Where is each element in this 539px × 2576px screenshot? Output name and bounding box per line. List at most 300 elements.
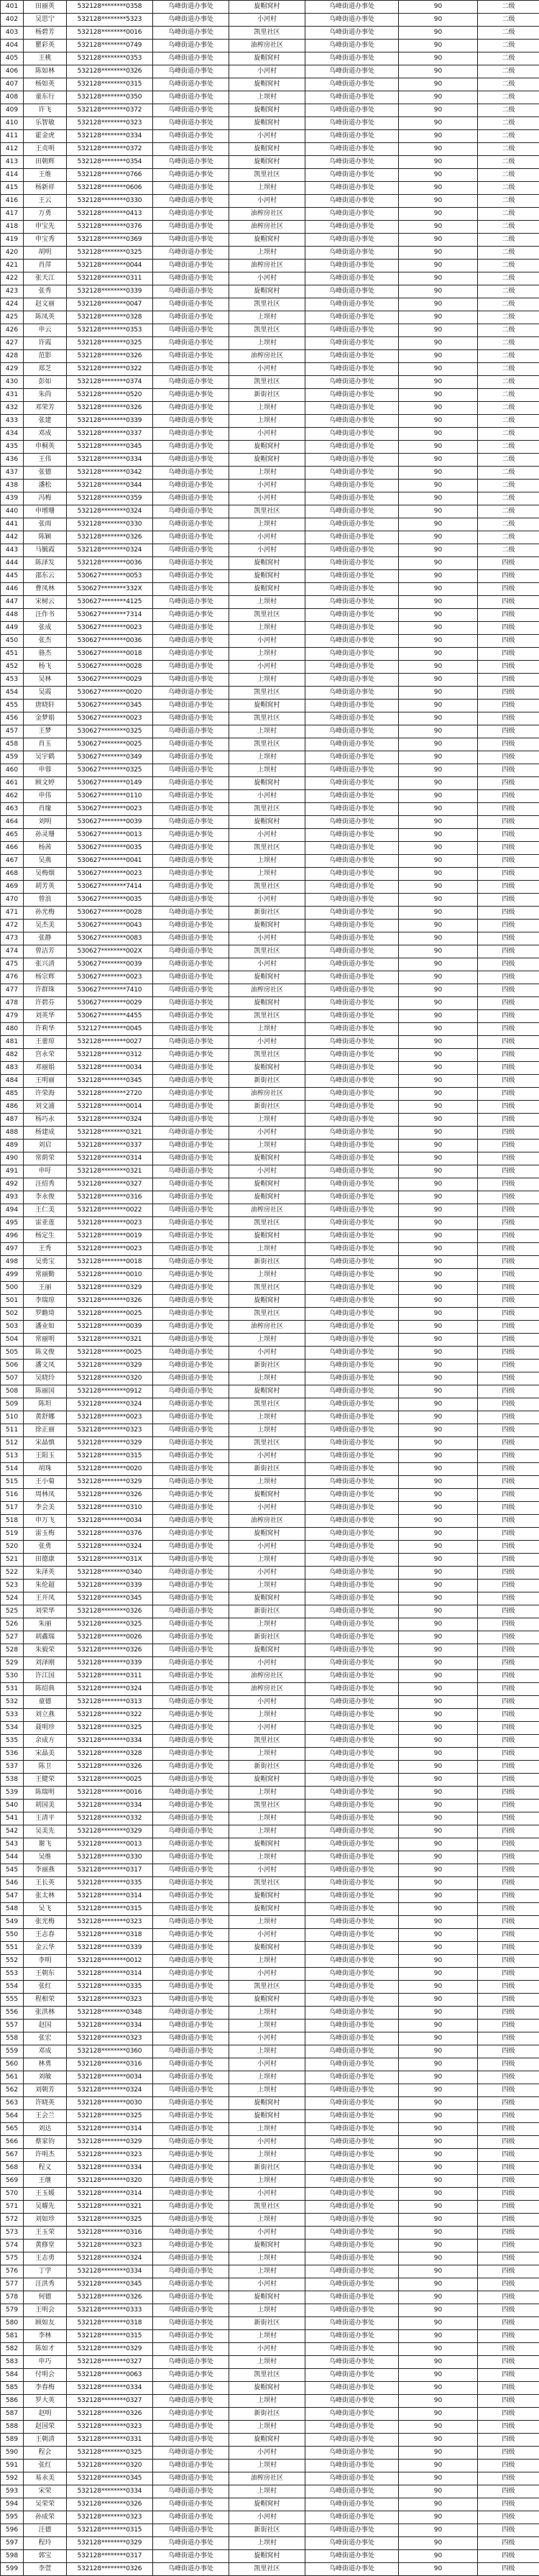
issuing-office: 乌峰街道办事处 <box>305 2058 399 2071</box>
community-name: 上坝村 <box>229 2175 305 2188</box>
table-row <box>1 1515 539 1528</box>
person-name: 王开凤 <box>24 1592 67 1605</box>
community-name: 上坝村 <box>229 1023 305 1036</box>
community-name: 小河村 <box>229 2447 305 2460</box>
issuing-office: 乌峰街道办事处 <box>305 790 399 803</box>
row-index: 586 <box>1 2395 24 2408</box>
issuing-office: 乌峰街道办事处 <box>305 971 399 984</box>
issuing-office: 乌峰街道办事处 <box>305 1 399 14</box>
id-number: 532128********5323 <box>67 14 153 27</box>
table-row <box>1 1282 539 1295</box>
table-row <box>1 1321 539 1334</box>
table-row <box>1 777 539 790</box>
community-name: 旋帽窝村 <box>229 1528 305 1541</box>
issuing-office: 乌峰街道办事处 <box>305 1631 399 1644</box>
row-index: 460 <box>1 764 24 777</box>
office-name: 乌峰街道办事处 <box>153 661 229 674</box>
person-name: 朱丽 <box>24 1618 67 1631</box>
issuing-office: 乌峰街道办事处 <box>305 195 399 208</box>
disability-grade: 四级 <box>478 1424 539 1437</box>
community-name: 上坝村 <box>229 2330 305 2343</box>
table-row <box>1 1916 539 1929</box>
row-index: 451 <box>1 648 24 661</box>
id-number: 530627********0043 <box>67 920 153 932</box>
disability-grade: 二级 <box>478 65 539 78</box>
row-index: 514 <box>1 1463 24 1476</box>
office-name: 乌峰街道办事处 <box>153 1528 229 1541</box>
amount: 90 <box>399 1321 478 1334</box>
issuing-office: 乌峰街道办事处 <box>305 1864 399 1877</box>
community-name: 凯里社区 <box>229 1010 305 1023</box>
person-name: 杨定生 <box>24 1230 67 1243</box>
issuing-office: 乌峰街道办事处 <box>305 1360 399 1372</box>
table-row <box>1 1360 539 1372</box>
community-name: 油榨房社区 <box>229 221 305 234</box>
table-row <box>1 1774 539 1787</box>
office-name: 乌峰街道办事处 <box>153 1152 229 1165</box>
table-row <box>1 661 539 674</box>
community-name: 凯里社区 <box>229 27 305 40</box>
community-name: 旋帽窝村 <box>229 52 305 65</box>
community-name: 旋帽窝村 <box>229 117 305 130</box>
office-name: 乌峰街道办事处 <box>153 700 229 712</box>
office-name: 乌峰街道办事处 <box>153 505 229 518</box>
amount: 90 <box>399 492 478 505</box>
office-name: 乌峰街道办事处 <box>153 2149 229 2162</box>
community-name: 新街社区 <box>229 1463 305 1476</box>
id-number: 532128********0337 <box>67 1140 153 1152</box>
amount: 90 <box>399 661 478 674</box>
community-name: 旋帽窝村 <box>229 1592 305 1605</box>
office-name: 乌峰街道办事处 <box>153 1515 229 1528</box>
row-index: 412 <box>1 143 24 156</box>
id-number: 530627********0325 <box>67 725 153 738</box>
table-row <box>1 842 539 855</box>
community-name: 旋帽窝村 <box>229 143 305 156</box>
person-name: 杨巧永 <box>24 1114 67 1127</box>
disability-grade: 四级 <box>478 1178 539 1191</box>
community-name: 上坝村 <box>229 2214 305 2227</box>
row-index: 519 <box>1 1528 24 1541</box>
person-name: 张勇 <box>24 1541 67 1554</box>
issuing-office: 乌峰街道办事处 <box>305 1178 399 1191</box>
amount: 90 <box>399 2227 478 2240</box>
id-number: 532128********0325 <box>67 337 153 350</box>
table-row <box>1 234 539 247</box>
person-name: 宋荣 <box>24 2485 67 2498</box>
table-row <box>1 1101 539 1114</box>
id-number: 532128********0010 <box>67 1269 153 1282</box>
id-number: 532128********0023 <box>67 1243 153 1256</box>
community-name: 油榨房社区 <box>229 350 305 363</box>
office-name: 乌峰街道办事处 <box>153 1864 229 1877</box>
person-name: 王秀 <box>24 1243 67 1256</box>
disability-grade: 二级 <box>478 78 539 91</box>
disability-grade: 四级 <box>478 1217 539 1230</box>
community-name: 旋帽窝村 <box>229 2434 305 2447</box>
person-name: 丁学 <box>24 2265 67 2278</box>
disability-grade: 四级 <box>478 1800 539 1812</box>
table-row <box>1 1580 539 1592</box>
person-name: 吴飞 <box>24 1903 67 1916</box>
office-name: 乌峰街道办事处 <box>153 169 229 182</box>
person-name: 王志春 <box>24 1929 67 1942</box>
issuing-office: 乌峰街道办事处 <box>305 1670 399 1683</box>
community-name: 小河村 <box>229 363 305 376</box>
amount: 90 <box>399 1347 478 1360</box>
table-row <box>1 2007 539 2020</box>
issuing-office: 乌峰街道办事处 <box>305 1217 399 1230</box>
person-name: 刘荣华 <box>24 1605 67 1618</box>
id-number: 532128********0063 <box>67 2369 153 2382</box>
person-name: 王桃 <box>24 52 67 65</box>
amount: 90 <box>399 2369 478 2382</box>
amount: 90 <box>399 2007 478 2020</box>
person-name: 杨宗辉 <box>24 971 67 984</box>
office-name: 乌峰街道办事处 <box>153 2045 229 2058</box>
row-index: 455 <box>1 700 24 712</box>
row-index: 477 <box>1 984 24 997</box>
table-row <box>1 1127 539 1140</box>
office-name: 乌峰街道办事处 <box>153 764 229 777</box>
table-row <box>1 1942 539 1955</box>
office-name: 乌峰街道办事处 <box>153 480 229 492</box>
community-name: 上坝村 <box>229 1554 305 1567</box>
office-name: 乌峰街道办事处 <box>153 920 229 932</box>
disability-grade: 四级 <box>478 2511 539 2524</box>
issuing-office: 乌峰街道办事处 <box>305 1567 399 1580</box>
amount: 90 <box>399 2097 478 2110</box>
table-row <box>1 1191 539 1204</box>
row-index: 557 <box>1 2020 24 2032</box>
office-name: 乌峰街道办事处 <box>153 2071 229 2084</box>
amount: 90 <box>399 2356 478 2369</box>
person-name: 胡国美 <box>24 1800 67 1812</box>
row-index: 505 <box>1 1347 24 1360</box>
row-index: 432 <box>1 402 24 415</box>
amount: 90 <box>399 389 478 402</box>
issuing-office: 乌峰街道办事处 <box>305 441 399 454</box>
row-index: 482 <box>1 1049 24 1062</box>
row-index: 596 <box>1 2524 24 2537</box>
disability-grade: 四级 <box>478 1295 539 1308</box>
issuing-office: 乌峰街道办事处 <box>305 932 399 945</box>
office-name: 乌峰街道办事处 <box>153 2175 229 2188</box>
table-row <box>1 2537 539 2550</box>
issuing-office: 乌峰街道办事处 <box>305 2020 399 2032</box>
id-number: 532128********0324 <box>67 505 153 518</box>
amount: 90 <box>399 505 478 518</box>
community-name: 上坝村 <box>229 2356 305 2369</box>
row-index: 411 <box>1 130 24 143</box>
disability-grade: 二级 <box>478 130 539 143</box>
person-name: 雷玉梅 <box>24 1528 67 1541</box>
row-index: 590 <box>1 2447 24 2460</box>
person-name: 马毓霞 <box>24 544 67 557</box>
community-name: 小河村 <box>229 2058 305 2071</box>
id-number: 532128********0323 <box>67 2421 153 2434</box>
disability-grade: 四级 <box>478 2123 539 2136</box>
table-row <box>1 2382 539 2395</box>
row-index: 422 <box>1 272 24 285</box>
row-index: 458 <box>1 738 24 751</box>
row-index: 555 <box>1 1994 24 2007</box>
issuing-office: 乌峰街道办事处 <box>305 1489 399 1502</box>
amount: 90 <box>399 712 478 725</box>
id-number: 532128********0339 <box>67 1942 153 1955</box>
person-name: 罗大英 <box>24 2395 67 2408</box>
id-number: 532128********0036 <box>67 557 153 570</box>
amount: 90 <box>399 2020 478 2032</box>
community-name: 上坝村 <box>229 2007 305 2020</box>
id-number: 532128********0316 <box>67 2227 153 2240</box>
disability-grade: 四级 <box>478 1994 539 2007</box>
office-name: 乌峰街道办事处 <box>153 2421 229 2434</box>
issuing-office: 乌峰街道办事处 <box>305 1347 399 1360</box>
row-index: 595 <box>1 2511 24 2524</box>
community-name: 上坝村 <box>229 1114 305 1127</box>
amount: 90 <box>399 725 478 738</box>
disability-grade: 四级 <box>478 1916 539 1929</box>
office-name: 乌峰街道办事处 <box>153 1812 229 1825</box>
table-row <box>1 1838 539 1851</box>
id-number: 532128********0334 <box>67 2382 153 2395</box>
person-name: 田朝辉 <box>24 156 67 169</box>
table-row <box>1 2434 539 2447</box>
table-row <box>1 143 539 156</box>
issuing-office: 乌峰街道办事处 <box>305 2007 399 2020</box>
issuing-office: 乌峰街道办事处 <box>305 2240 399 2252</box>
person-name: 郭宝 <box>24 2550 67 2563</box>
disability-grade: 四级 <box>478 1605 539 1618</box>
person-name: 王阳玉 <box>24 1450 67 1463</box>
amount: 90 <box>399 2550 478 2563</box>
community-name: 旋帽窝村 <box>229 557 305 570</box>
office-name: 乌峰街道办事处 <box>153 544 229 557</box>
row-index: 583 <box>1 2356 24 2369</box>
row-index: 425 <box>1 311 24 324</box>
amount: 90 <box>399 415 478 428</box>
community-name: 油榨房社区 <box>229 40 305 52</box>
person-name: 张杰 <box>24 635 67 648</box>
person-name: 杨茜 <box>24 842 67 855</box>
office-name: 乌峰街道办事处 <box>153 2395 229 2408</box>
id-number: 530627********0023 <box>67 622 153 635</box>
amount: 90 <box>399 1152 478 1165</box>
issuing-office: 乌峰街道办事处 <box>305 1101 399 1114</box>
office-name: 乌峰街道办事处 <box>153 1269 229 1282</box>
table-row <box>1 376 539 389</box>
row-index: 401 <box>1 1 24 14</box>
amount: 90 <box>399 428 478 441</box>
table-row <box>1 402 539 415</box>
community-name: 新街社区 <box>229 907 305 920</box>
table-row <box>1 2175 539 2188</box>
person-name: 王清平 <box>24 1812 67 1825</box>
community-name: 旋帽窝村 <box>229 777 305 790</box>
person-name: 胡鑫瑞 <box>24 1631 67 1644</box>
id-number: 532128********0322 <box>67 1709 153 1722</box>
amount: 90 <box>399 1 478 14</box>
row-index: 539 <box>1 1787 24 1800</box>
amount: 90 <box>399 1515 478 1528</box>
person-name: 杨碧芳 <box>24 27 67 40</box>
id-number: 532128********0030 <box>67 2097 153 2110</box>
amount: 90 <box>399 2162 478 2175</box>
person-name: 林勇 <box>24 2058 67 2071</box>
community-name: 上坝村 <box>229 2020 305 2032</box>
community-name: 凯里社区 <box>229 298 305 311</box>
disability-grade: 四级 <box>478 1838 539 1851</box>
disability-grade: 四级 <box>478 1023 539 1036</box>
community-name: 旋帽窝村 <box>229 1062 305 1075</box>
person-name: 王蕾琼 <box>24 1036 67 1049</box>
disability-grade: 二级 <box>478 389 539 402</box>
person-name: 黄舒娜 <box>24 1411 67 1424</box>
id-number: 532128********0339 <box>67 285 153 298</box>
disability-grade: 四级 <box>478 2317 539 2330</box>
person-name: 朱毅荣 <box>24 1644 67 1657</box>
id-number: 530627********0039 <box>67 958 153 971</box>
office-name: 乌峰街道办事处 <box>153 1851 229 1864</box>
issuing-office: 乌峰街道办事处 <box>305 674 399 687</box>
office-name: 乌峰街道办事处 <box>153 1360 229 1372</box>
amount: 90 <box>399 583 478 596</box>
amount: 90 <box>399 790 478 803</box>
office-name: 乌峰街道办事处 <box>153 247 229 260</box>
community-name: 旋帽窝村 <box>229 2498 305 2511</box>
office-name: 乌峰街道办事处 <box>153 596 229 609</box>
id-number: 532128********0329 <box>67 1476 153 1489</box>
table-row <box>1 1631 539 1644</box>
row-index: 574 <box>1 2240 24 2252</box>
id-number: 530627********0035 <box>67 894 153 907</box>
id-number: 532128********0321 <box>67 1165 153 1178</box>
id-number: 532128********0331 <box>67 2434 153 2447</box>
amount: 90 <box>399 156 478 169</box>
row-index: 501 <box>1 1295 24 1308</box>
office-name: 乌峰街道办事处 <box>153 272 229 285</box>
issuing-office: 乌峰街道办事处 <box>305 27 399 40</box>
id-number: 532128********0044 <box>67 260 153 272</box>
amount: 90 <box>399 402 478 415</box>
community-name: 小河村 <box>229 1127 305 1140</box>
amount: 90 <box>399 1541 478 1554</box>
amount: 90 <box>399 622 478 635</box>
disability-grade: 四级 <box>478 1644 539 1657</box>
disability-grade: 二级 <box>478 428 539 441</box>
table-row <box>1 480 539 492</box>
issuing-office: 乌峰街道办事处 <box>305 1851 399 1864</box>
id-number: 532128********0325 <box>67 1722 153 1735</box>
row-index: 541 <box>1 1812 24 1825</box>
row-index: 444 <box>1 557 24 570</box>
office-name: 乌峰街道办事处 <box>153 1670 229 1683</box>
disability-grade: 四级 <box>478 2265 539 2278</box>
table-row <box>1 674 539 687</box>
person-name: 王丽 <box>24 1282 67 1295</box>
row-index: 469 <box>1 881 24 894</box>
row-index: 535 <box>1 1735 24 1748</box>
community-name: 上坝村 <box>229 1825 305 1838</box>
office-name: 乌峰街道办事处 <box>153 1981 229 1994</box>
id-number: 532128********0326 <box>67 1605 153 1618</box>
office-name: 乌峰街道办事处 <box>153 894 229 907</box>
issuing-office: 乌峰街道办事处 <box>305 389 399 402</box>
community-name: 旋帽窝村 <box>229 2097 305 2110</box>
id-number: 532128********0023 <box>67 1411 153 1424</box>
office-name: 乌峰街道办事处 <box>153 285 229 298</box>
id-number: 532128********0039 <box>67 1321 153 1334</box>
row-index: 592 <box>1 2472 24 2485</box>
community-name: 新街社区 <box>229 1631 305 1644</box>
issuing-office: 乌峰街道办事处 <box>305 2084 399 2097</box>
table-row <box>1 1295 539 1308</box>
id-number: 532128********0327 <box>67 2395 153 2408</box>
disability-grade: 四级 <box>478 1191 539 1204</box>
person-name: 张成 <box>24 622 67 635</box>
disability-grade: 二级 <box>478 104 539 117</box>
table-row <box>1 1644 539 1657</box>
community-name: 上坝村 <box>229 2265 305 2278</box>
person-name: 许江国 <box>24 1670 67 1683</box>
id-number: 532128********0372 <box>67 143 153 156</box>
id-number: 532128********0359 <box>67 492 153 505</box>
community-name: 凯里社区 <box>229 1877 305 1890</box>
office-name: 乌峰街道办事处 <box>153 2537 229 2550</box>
row-index: 550 <box>1 1929 24 1942</box>
table-row <box>1 2214 539 2227</box>
id-number: 532128********0317 <box>67 1864 153 1877</box>
row-index: 485 <box>1 1088 24 1101</box>
disability-grade: 四级 <box>478 1463 539 1476</box>
disability-grade: 二级 <box>478 1 539 14</box>
table-row <box>1 984 539 997</box>
issuing-office: 乌峰街道办事处 <box>305 1812 399 1825</box>
id-number: 532128********0339 <box>67 415 153 428</box>
disability-grade: 二级 <box>478 247 539 260</box>
office-name: 乌峰街道办事处 <box>153 1334 229 1347</box>
id-number: 532128********0353 <box>67 52 153 65</box>
community-name: 小河村 <box>229 1541 305 1554</box>
amount: 90 <box>399 2058 478 2071</box>
office-name: 乌峰街道办事处 <box>153 2369 229 2382</box>
amount: 90 <box>399 130 478 143</box>
table-row <box>1 1877 539 1890</box>
office-name: 乌峰街道办事处 <box>153 441 229 454</box>
office-name: 乌峰街道办事处 <box>153 2485 229 2498</box>
issuing-office: 乌峰街道办事处 <box>305 868 399 881</box>
person-name: 吴晓玲 <box>24 1372 67 1385</box>
amount: 90 <box>399 1903 478 1916</box>
person-name: 申巧 <box>24 2356 67 2369</box>
amount: 90 <box>399 2032 478 2045</box>
amount: 90 <box>399 1424 478 1437</box>
office-name: 乌峰街道办事处 <box>153 1217 229 1230</box>
id-number: 532128********0330 <box>67 518 153 531</box>
office-name: 乌峰街道办事处 <box>153 868 229 881</box>
table-row <box>1 1709 539 1722</box>
row-index: 520 <box>1 1541 24 1554</box>
person-name: 王玉荣 <box>24 2227 67 2240</box>
id-number: 532128********0326 <box>67 2563 153 2576</box>
community-name: 旋帽窝村 <box>229 700 305 712</box>
amount: 90 <box>399 2291 478 2304</box>
id-number: 532128********0334 <box>67 2485 153 2498</box>
id-number: 532128********0014 <box>67 1101 153 1114</box>
table-row <box>1 2421 539 2434</box>
table-row <box>1 829 539 842</box>
